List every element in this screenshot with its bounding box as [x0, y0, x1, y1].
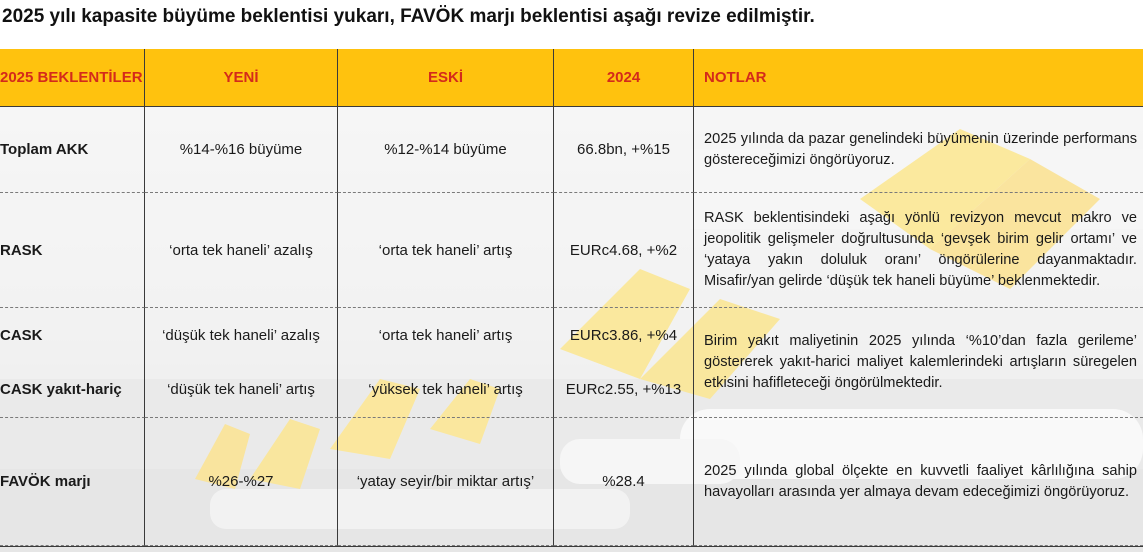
page-title: 2025 yılı kapasite büyüme beklentisi yukarı, FAVÖK marjı beklentisi aşağı revize edilmiştir. [2, 6, 815, 27]
cell-notes-favok: 2025 yılında global ölçekte en kuvvetli faaliyet kârlılığına sahip havayolları arasında yer almaya devam edeceğimizi öngörüyoruz. [694, 418, 1143, 546]
cell-old-favok: ‘yatay seyir/bir miktar artış’ [338, 418, 554, 546]
cell-new-cask: ‘düşük tek haneli’ azalış [162, 326, 320, 344]
cell-old-akk: %12-%14 büyüme [338, 107, 554, 193]
cell-notes-akk: 2025 yılında da pazar genelindeki büyümenin üzerinde performans göstereceğimizi öngörüyoruz. [694, 107, 1143, 193]
cell-notes-rask: RASK beklentisindeki aşağı yönlü revizyon mevcut makro ve jeopolitik gelişmeler doğrultusunda ‘gevşek birim gelir ortamı’ ve ‘yataya yakın doluluk oranı’ öngörülerine dayanmaktadır. Misafir/yan gelirde ‘düşük tek haneli büyüme’ beklenmektedir. [694, 193, 1143, 308]
cell-new-rask: ‘orta tek haneli’ azalış [145, 193, 338, 308]
cell-new-cask-group [145, 308, 338, 418]
cell-2024-favok: %28.4 [554, 418, 694, 546]
cell-new-akk: %14-%16 büyüme [145, 107, 338, 193]
row-label-cask: CASK [0, 326, 43, 344]
row-label-rask: RASK [0, 193, 145, 308]
cell-2024-cask-exfuel: EURc2.55, +%13 [565, 381, 682, 399]
row-label-favok: FAVÖK marjı [0, 418, 145, 546]
cell-2024-cask-group [554, 308, 694, 418]
table-bottom-border [0, 546, 1143, 547]
header-2024: 2024 [554, 49, 694, 107]
cell-notes-cask: Birim yakıt maliyetinin 2025 yılında ‘%10’dan fazla gerileme’ göstererek yakıt-harici maliyet kalemlerindeki artışların süregelen etkisini hafifleteceği öngörülmektedir. [694, 308, 1143, 418]
row-label-cask-group [0, 308, 145, 418]
header-notes: NOTLAR [694, 49, 1143, 107]
cell-old-cask: ‘orta tek haneli’ artış [378, 326, 513, 344]
header-new: YENİ [145, 49, 338, 107]
cell-old-cask-group [338, 308, 554, 418]
cell-old-cask-exfuel: ‘yüksek tek haneli’ artış [368, 381, 523, 399]
cell-2024-rask: EURc4.68, +%2 [554, 193, 694, 308]
header-label: 2025 BEKLENTİLER [0, 49, 145, 107]
cell-new-favok: %26-%27 [145, 418, 338, 546]
cell-2024-akk: 66.8bn, +%15 [554, 107, 694, 193]
row-label-cask-exfuel: CASK yakıt-hariç [0, 381, 122, 399]
cell-new-cask-exfuel: ‘düşük tek haneli’ artış [167, 381, 315, 399]
expectations-table [0, 49, 1143, 546]
header-old: ESKİ [338, 49, 554, 107]
cell-old-rask: ‘orta tek haneli’ artış [338, 193, 554, 308]
cell-2024-cask: EURc3.86, +%4 [569, 326, 678, 344]
table-area [0, 49, 1143, 552]
row-label-akk: Toplam AKK [0, 107, 145, 193]
